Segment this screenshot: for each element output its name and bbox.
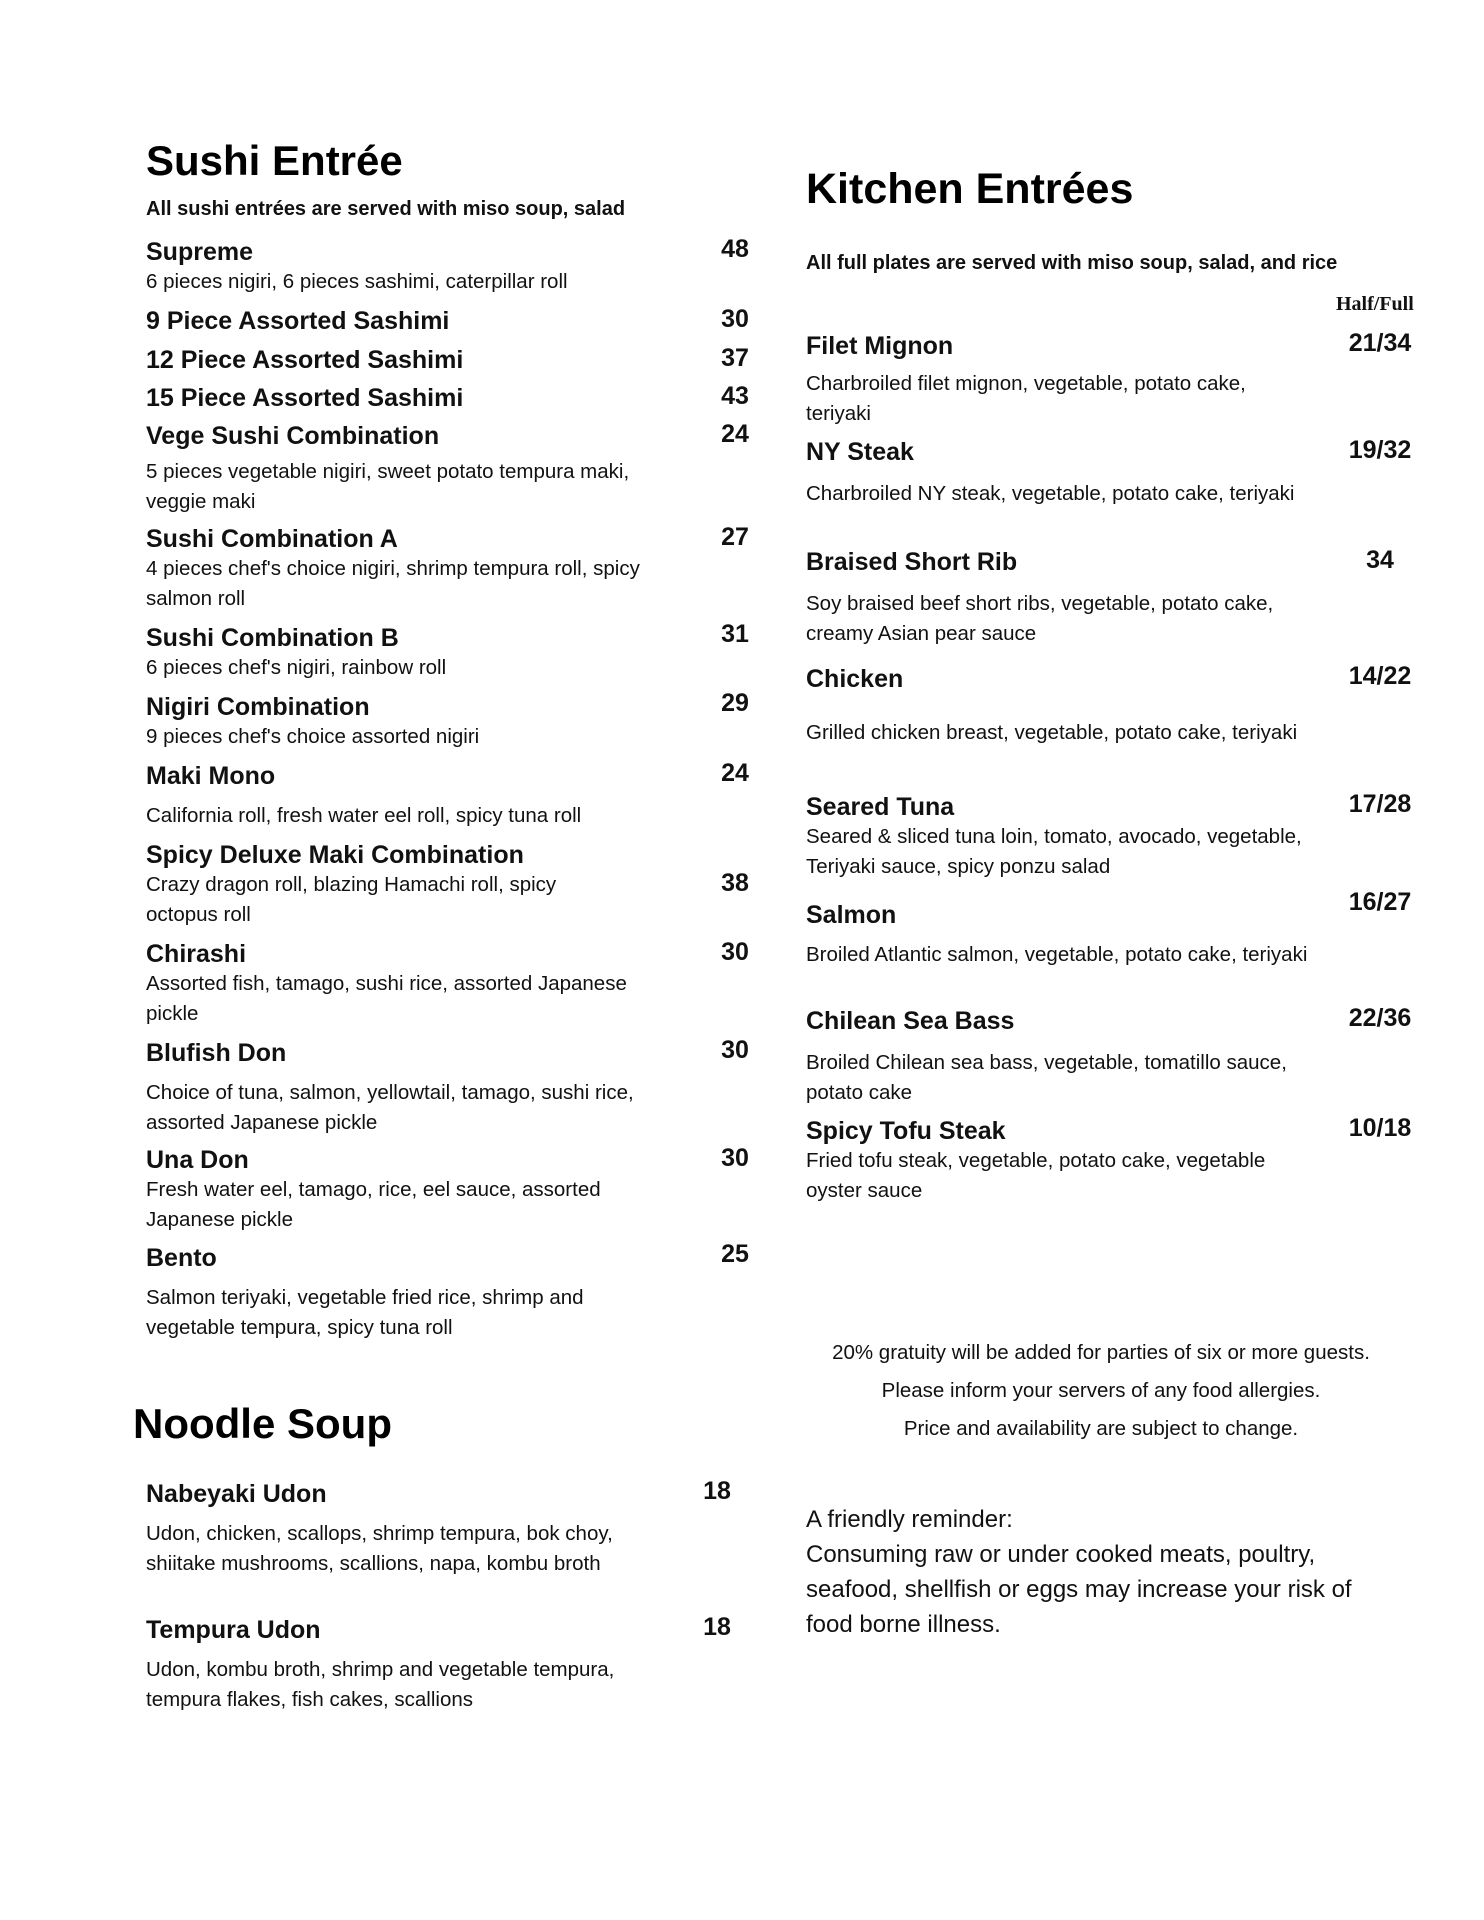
menu-item [146, 939, 676, 1029]
item-description: Charbroiled filet mignon, vegetable, potato cake, teriyaki [806, 372, 1246, 425]
item-price: 37 [721, 344, 749, 372]
kitchen-section-subtitle: All full plates are served with miso soup, salad, and rice [806, 252, 1338, 274]
item-description: Udon, chicken, scallops, shrimp tempura, bok choy, shiitake mushrooms, scallions, napa, kombu broth [146, 1522, 613, 1575]
item-name: Sushi Combination B [146, 624, 399, 652]
item-price: 29 [721, 689, 749, 717]
menu-item [806, 547, 1316, 649]
item-price: 24 [721, 759, 749, 787]
item-description: Crazy dragon roll, blazing Hamachi roll, spicy octopus roll [146, 873, 557, 926]
menu-item [146, 1145, 676, 1235]
item-description: Fried tofu steak, vegetable, potato cake, vegetable oyster sauce [806, 1149, 1266, 1202]
item-description: California roll, fresh water eel roll, spicy tuna roll [146, 804, 582, 827]
menu-item [806, 331, 1316, 429]
item-price: 30 [721, 305, 749, 333]
sushi-section-subtitle: All sushi entrées are served with miso soup, salad [146, 198, 626, 220]
item-description: Grilled chicken breast, vegetable, potato cake, teriyaki [806, 721, 1298, 744]
menu-item [806, 1006, 1316, 1108]
item-price: 16/27 [1348, 888, 1412, 916]
item-description: Soy braised beef short ribs, vegetable, potato cake, creamy Asian pear sauce [806, 592, 1274, 645]
item-name: Seared Tuna [806, 793, 955, 821]
item-price: 18 [703, 1477, 731, 1505]
menu-item [146, 524, 676, 614]
item-price: 34 [1366, 546, 1394, 574]
item-description: 6 pieces chef's nigiri, rainbow roll [146, 656, 447, 679]
item-name: Spicy Deluxe Maki Combination [146, 841, 524, 869]
item-name: Supreme [146, 238, 253, 266]
menu-item [806, 900, 1316, 970]
item-price: 18 [703, 1613, 731, 1641]
item-name: 9 Piece Assorted Sashimi [146, 307, 450, 335]
menu-item [146, 1615, 656, 1715]
item-description: 4 pieces chef's choice nigiri, shrimp tempura roll, spicy salmon roll [146, 557, 640, 610]
menu-item [146, 1479, 656, 1579]
item-price: 14/22 [1348, 662, 1412, 690]
kitchen-section-title: Kitchen Entrées [806, 165, 1134, 213]
item-description: Fresh water eel, tamago, rice, eel sauce, assorted Japanese pickle [146, 1178, 601, 1231]
item-description: Salmon teriyaki, vegetable fried rice, shrimp and vegetable tempura, spicy tuna roll [146, 1286, 584, 1339]
item-description: Broiled Chilean sea bass, vegetable, tomatillo sauce, potato cake [806, 1051, 1287, 1104]
item-name: Tempura Udon [146, 1616, 321, 1644]
item-name: NY Steak [806, 438, 914, 466]
item-description: 5 pieces vegetable nigiri, sweet potato tempura maki, veggie maki [146, 460, 630, 513]
item-name: Chirashi [146, 940, 247, 968]
menu-item [146, 237, 676, 297]
menu-item [146, 383, 676, 413]
gratuity-note: 20% gratuity will be added for parties of six or more guests. [832, 1341, 1370, 1364]
item-price: 27 [721, 523, 749, 551]
item-price: 43 [721, 382, 749, 410]
item-name: Spicy Tofu Steak [806, 1117, 1006, 1145]
item-name: Braised Short Rib [806, 548, 1018, 576]
reminder-text: Consuming raw or under cooked meats, poultry, seafood, shellfish or eggs may increase your risk of food borne illness. [806, 1541, 1352, 1638]
menu-item [806, 1116, 1316, 1206]
friendly-reminder [806, 1502, 1386, 1642]
menu-item [146, 345, 676, 375]
item-name: Vege Sushi Combination [146, 422, 440, 450]
item-price: 24 [721, 420, 749, 448]
item-name: 12 Piece Assorted Sashimi [146, 346, 464, 374]
item-description: Udon, kombu broth, shrimp and vegetable tempura, tempura flakes, fish cakes, scallions [146, 1658, 615, 1711]
menu-item [806, 792, 1316, 882]
menu-item [146, 840, 676, 930]
item-description: Seared & sliced tuna loin, tomato, avocado, vegetable, Teriyaki sauce, spicy ponzu salad [806, 825, 1302, 878]
menu-item [806, 664, 1316, 748]
item-name: Nigiri Combination [146, 693, 370, 721]
item-price: 19/32 [1348, 436, 1412, 464]
price-column-header: Half/Full [1336, 293, 1414, 315]
item-price: 30 [721, 938, 749, 966]
menu-item [146, 623, 676, 683]
menu-item [146, 421, 676, 517]
item-name: Una Don [146, 1146, 249, 1174]
item-price: 17/28 [1348, 790, 1412, 818]
item-name: Filet Mignon [806, 332, 954, 360]
item-name: Blufish Don [146, 1039, 287, 1067]
menu-item [146, 1038, 676, 1138]
price-change-note: Price and availability are subject to change. [903, 1417, 1299, 1440]
item-description: Broiled Atlantic salmon, vegetable, potato cake, teriyaki [806, 943, 1308, 966]
item-name: Maki Mono [146, 762, 276, 790]
item-description: Choice of tuna, salmon, yellowtail, tamago, sushi rice, assorted Japanese pickle [146, 1081, 634, 1134]
item-name: Salmon [806, 901, 897, 929]
menu-item [146, 692, 676, 752]
item-price: 48 [721, 235, 749, 263]
item-description: 6 pieces nigiri, 6 pieces sashimi, caterpillar roll [146, 270, 568, 293]
menu-item [806, 437, 1316, 509]
noodle-section-title: Noodle Soup [133, 1400, 392, 1447]
item-name: Sushi Combination A [146, 525, 398, 553]
item-name: Chicken [806, 665, 904, 693]
item-price: 30 [721, 1036, 749, 1064]
item-name: 15 Piece Assorted Sashimi [146, 384, 464, 412]
menu-item [146, 306, 676, 336]
item-name: Bento [146, 1244, 217, 1272]
item-price: 31 [721, 620, 749, 648]
item-price: 25 [721, 1240, 749, 1268]
item-name: Chilean Sea Bass [806, 1007, 1015, 1035]
item-price: 10/18 [1348, 1114, 1412, 1142]
item-price: 22/36 [1348, 1004, 1412, 1032]
item-name: Nabeyaki Udon [146, 1480, 327, 1508]
item-description: Assorted fish, tamago, sushi rice, assorted Japanese pickle [146, 972, 627, 1025]
reminder-title: A friendly reminder: [806, 1506, 1013, 1533]
item-description: Charbroiled NY steak, vegetable, potato cake, teriyaki [806, 482, 1295, 505]
menu-item [146, 761, 676, 831]
item-price: 38 [721, 869, 749, 897]
menu-item [146, 1243, 676, 1343]
allergy-note: Please inform your servers of any food allergies. [881, 1379, 1321, 1402]
policy-notes [796, 1334, 1406, 1448]
item-price: 21/34 [1348, 329, 1412, 357]
item-description: 9 pieces chef's choice assorted nigiri [146, 725, 480, 748]
sushi-section-title: Sushi Entrée [146, 137, 403, 184]
item-price: 30 [721, 1144, 749, 1172]
